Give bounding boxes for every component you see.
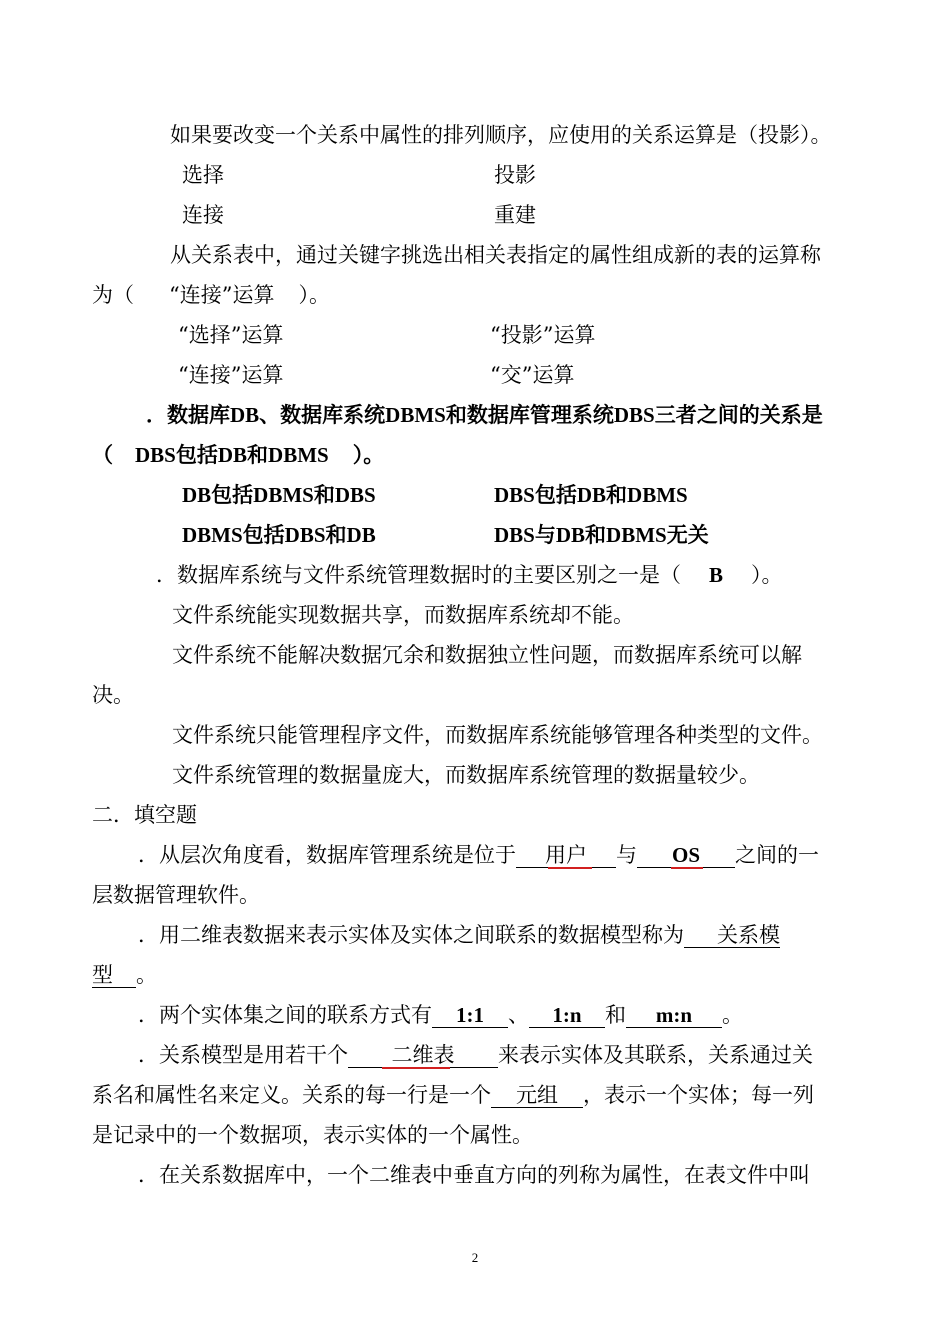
f4-line1 bbox=[138, 1041, 813, 1069]
f4-part2: 来表示实体及其联系，关系通过关 bbox=[498, 1043, 813, 1067]
q3-option-d: DBS与DB和DBMS无关 bbox=[494, 523, 709, 547]
f1-blank-1-text: 用户 bbox=[545, 843, 587, 867]
section-title: 二．填空题 bbox=[92, 803, 197, 827]
q3-stem-prefix: （ bbox=[92, 443, 113, 467]
q1-option-c: 连接 bbox=[182, 203, 224, 227]
q3-stem-line1: ．数据库DB、数据库系统DBMS和数据库管理系统DBS三者之间的关系是 bbox=[146, 403, 823, 427]
q2-option-c: “连接”运算 bbox=[178, 363, 284, 387]
f2-blank-1a bbox=[684, 923, 780, 948]
q3-option-a: DB包括DBMS和DBS bbox=[182, 483, 376, 507]
f1-blank-2 bbox=[637, 843, 735, 868]
f4-line2a: 系名和属性名来定义。关系的每一行是一个 bbox=[92, 1083, 491, 1107]
q3-stem-suffix: ）。 bbox=[352, 443, 385, 467]
q3-option-b: DBS包括DB和DBMS bbox=[494, 483, 688, 507]
red-underline bbox=[548, 867, 592, 869]
f4-line2b: ，表示一个实体；每一列 bbox=[583, 1083, 814, 1107]
f3-sep1: 、 bbox=[508, 1003, 529, 1027]
f3-blank-3-text: m:n bbox=[655, 1003, 693, 1027]
f4-part1: ．关系模型是用若干个 bbox=[138, 1043, 348, 1067]
f2-part1: ．用二维表数据来表示实体及实体之间联系的数据模型称为 bbox=[138, 923, 684, 947]
page-number: 2 bbox=[471, 1250, 479, 1265]
q1-stem: 如果要改变一个关系中属性的排列顺序，应使用的关系运算是（投影）。 bbox=[170, 123, 832, 147]
q2-answer: “连接”运算 bbox=[169, 283, 275, 307]
red-underline bbox=[382, 1067, 450, 1069]
f2-line1 bbox=[138, 921, 780, 949]
f3-blank-1 bbox=[432, 1003, 508, 1028]
q2-stem-line1: 从关系表中，通过关键字挑选出相关表指定的属性组成新的表的运算称 bbox=[170, 243, 821, 267]
f3-sep2: 和 bbox=[605, 1003, 626, 1027]
f4-line2 bbox=[92, 1081, 814, 1109]
f2-blank-1a-text: 关系模 bbox=[717, 923, 780, 947]
f4-blank-2 bbox=[491, 1083, 583, 1108]
q4-option-c: 文件系统只能管理程序文件，而数据库系统能够管理各种类型的文件。 bbox=[172, 723, 823, 747]
q4-stem-suffix: ）。 bbox=[751, 563, 783, 587]
q2-stem-line2 bbox=[92, 281, 330, 309]
q1-option-d: 重建 bbox=[494, 203, 536, 227]
q1-option-a: 选择 bbox=[182, 163, 224, 187]
f3-blank-2 bbox=[529, 1003, 605, 1028]
f2-blank-1b bbox=[92, 963, 136, 988]
q2-stem-prefix: 为（ bbox=[92, 283, 134, 307]
q3-answer: DBS包括DB和DBMS bbox=[135, 443, 329, 467]
q4-stem-prefix: ．数据库系统与文件系统管理数据时的主要区别之一是（ bbox=[156, 563, 681, 587]
f1-line1 bbox=[138, 841, 819, 869]
q2-option-a: “选择”运算 bbox=[178, 323, 284, 347]
q4-option-b-line1: 文件系统不能解决数据冗余和数据独立性问题，而数据库系统可以解 bbox=[172, 643, 802, 667]
f2-part2: 。 bbox=[136, 963, 157, 987]
f1-line2: 层数据管理软件。 bbox=[92, 883, 260, 907]
f5-line1: ．在关系数据库中，一个二维表中垂直方向的列称为属性，在表文件中叫 bbox=[138, 1163, 810, 1187]
f1-blank-1 bbox=[516, 843, 616, 868]
q4-answer: B bbox=[709, 563, 724, 587]
q4-stem bbox=[156, 561, 783, 589]
q1-option-b: 投影 bbox=[494, 163, 536, 187]
f3-end: 。 bbox=[722, 1003, 743, 1027]
f3-line1 bbox=[138, 1001, 743, 1029]
q3-stem-line2 bbox=[92, 441, 384, 469]
red-underline bbox=[671, 867, 703, 869]
q2-option-d: “交”运算 bbox=[490, 363, 575, 387]
f4-blank-2-text: 元组 bbox=[516, 1083, 558, 1107]
f4-blank-1-text: 二维表 bbox=[391, 1043, 455, 1067]
f1-blank-2-text: OS bbox=[671, 843, 700, 867]
q4-option-d: 文件系统管理的数据量庞大，而数据库系统管理的数据量较少。 bbox=[172, 763, 760, 787]
q3-option-c: DBMS包括DBS和DB bbox=[182, 523, 376, 547]
f3-blank-3 bbox=[626, 1003, 722, 1028]
f1-part1: ．从层次角度看，数据库管理系统是位于 bbox=[138, 843, 516, 867]
q2-option-b: “投影”运算 bbox=[490, 323, 596, 347]
f1-part3: 之间的一 bbox=[735, 843, 819, 867]
f2-blank-1b-text: 型 bbox=[92, 963, 113, 987]
q4-option-b-line2: 决。 bbox=[92, 683, 134, 707]
f2-line2 bbox=[92, 961, 157, 989]
f4-line3: 是记录中的一个数据项，表示实体的一个属性。 bbox=[92, 1123, 533, 1147]
f3-part1: ．两个实体集之间的联系方式有 bbox=[138, 1003, 432, 1027]
f3-blank-2-text: 1:n bbox=[552, 1003, 582, 1027]
f4-blank-1 bbox=[348, 1043, 498, 1068]
f1-part2: 与 bbox=[616, 843, 637, 867]
q4-option-a: 文件系统能实现数据共享，而数据库系统却不能。 bbox=[172, 603, 634, 627]
f3-blank-1-text: 1:1 bbox=[456, 1003, 484, 1027]
q2-stem-suffix: ）。 bbox=[298, 283, 330, 307]
